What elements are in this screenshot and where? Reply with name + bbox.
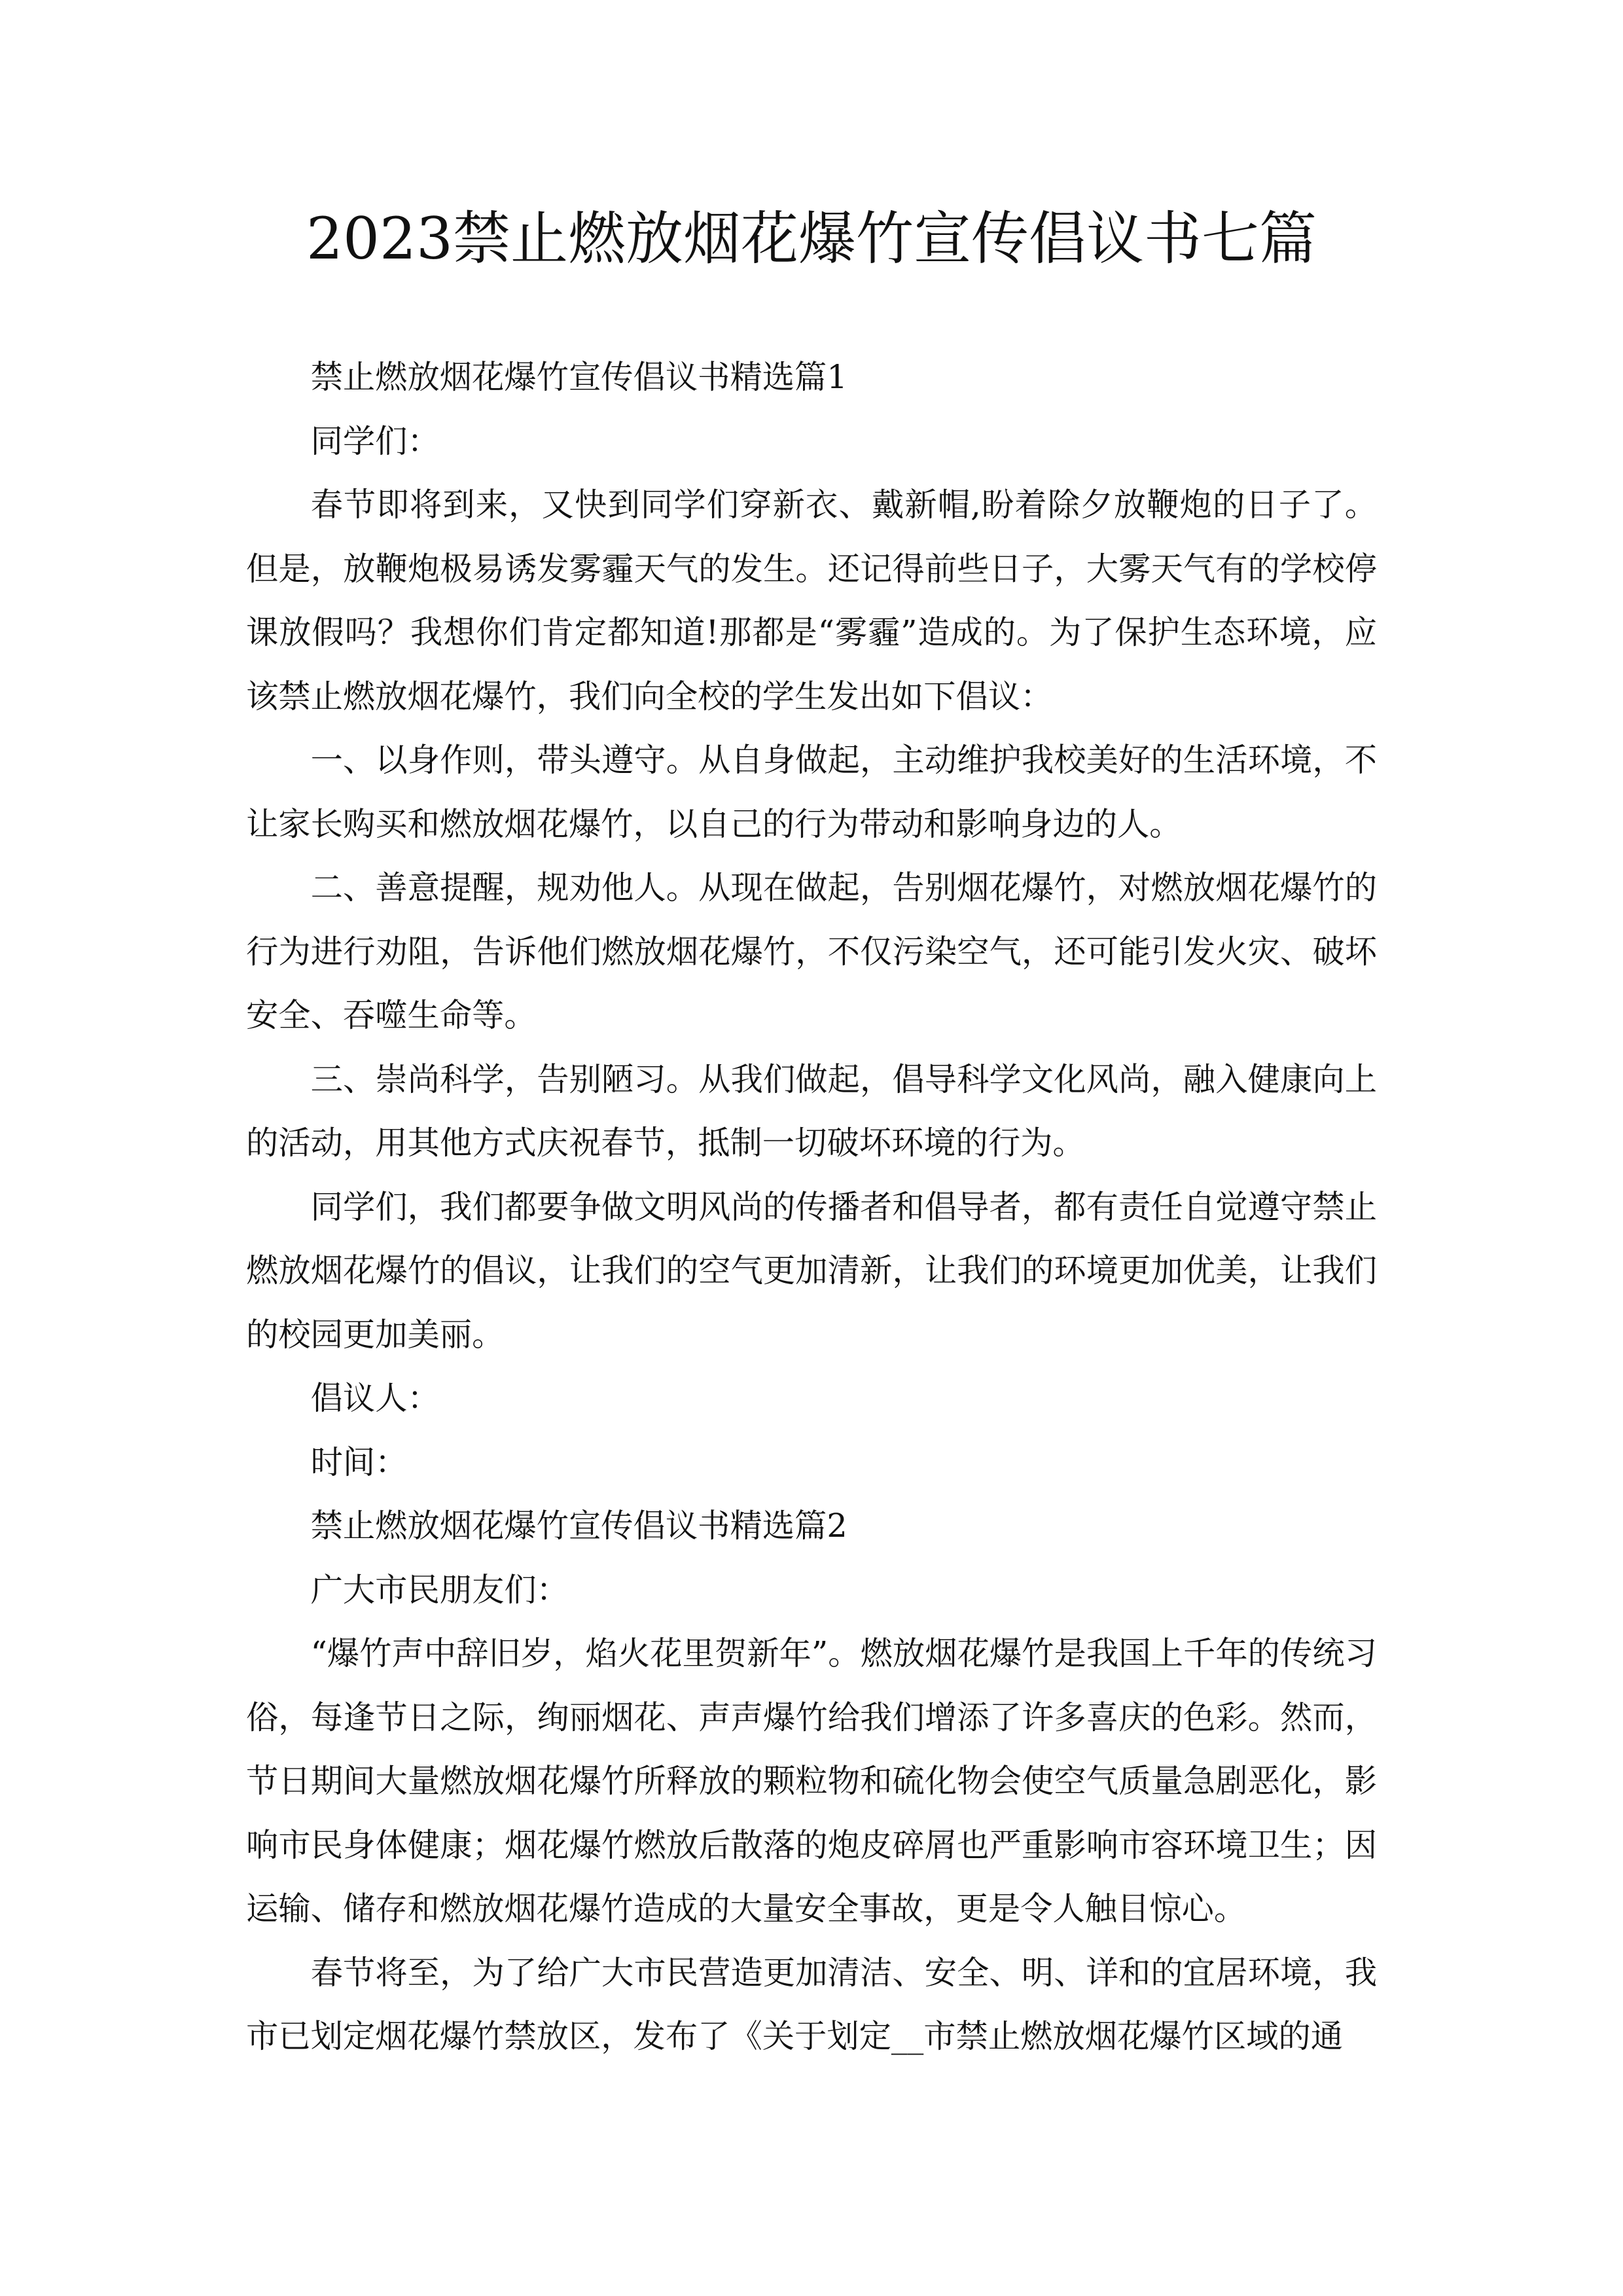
document-body xyxy=(246,346,1377,2069)
paragraph: 一、以身作则，带头遵守。从自身做起，主动维护我校美好的生活环境，不让家长购买和燃放烟花爆竹，以自己的行为带动和影响身边的人。 xyxy=(246,741,1377,843)
paragraph: 二、善意提醒，规劝他人。从现在做起，告别烟花爆竹，对燃放烟花爆竹的行为进行劝阻，告诉他们燃放烟花爆竹，不仅污染空气，还可能引发火灾、破坏安全、吞噬生命等。 xyxy=(246,869,1377,1034)
document-title: 2023禁止燃放烟花爆竹宣传倡议书七篇 xyxy=(306,205,1317,272)
signatory-label: 倡议人： xyxy=(310,1379,440,1417)
section-heading-1: 禁止燃放烟花爆竹宣传倡议书精选篇1 xyxy=(310,358,847,396)
date-label: 时间： xyxy=(310,1443,408,1481)
section-heading-2: 禁止燃放烟花爆竹宣传倡议书精选篇2 xyxy=(310,1507,847,1545)
paragraph: “爆竹声中辞旧岁，焰火花里贺新年”。燃放烟花爆竹是我国上千年的传统习俗，每逢节日之际，绚丽烟花、声声爆竹给我们增添了许多喜庆的色彩。然而，节日期间大量燃放烟花爆竹所释放的颗粒物和硫化物会使空气质量急剧恶化，影响市民身体健康；烟花爆竹燃放后散落的炮皮碎屑也严重影响市容环境卫生；因运输、储存和燃放烟花爆竹造成的大量安全事故，更是令人触目惊心。 xyxy=(246,1634,1377,1928)
paragraph: 同学们，我们都要争做文明风尚的传播者和倡导者，都有责任自觉遵守禁止燃放烟花爆竹的倡议，让我们的空气更加清新，让我们的环境更加优美，让我们的校园更加美丽。 xyxy=(246,1187,1377,1354)
paragraph: 春节即将到来，又快到同学们穿新衣、戴新帽,盼着除夕放鞭炮的日子了。但是，放鞭炮极易诱发雾霾天气的发生。还记得前些日子，大雾天气有的学校停课放假吗？我想你们肯定都知道!那都是“雾霾”造成的。为了保护生态环境，应该禁止燃放烟花爆竹，我们向全校的学生发出如下倡议： xyxy=(246,486,1377,715)
salutation: 同学们： xyxy=(310,422,440,460)
paragraph: 三、崇尚科学，告别陋习。从我们做起，倡导科学文化风尚，融入健康向上的活动，用其他方式庆祝春节，抵制一切破坏环境的行为。 xyxy=(246,1060,1377,1162)
salutation: 广大市民朋友们： xyxy=(310,1570,569,1609)
paragraph: 春节将至，为了给广大市民营造更加清洁、安全、明、详和的宜居环境，我市已划定烟花爆竹禁放区，发布了《关于划定__市禁止燃放烟花爆竹区域的通 xyxy=(246,1953,1377,2055)
